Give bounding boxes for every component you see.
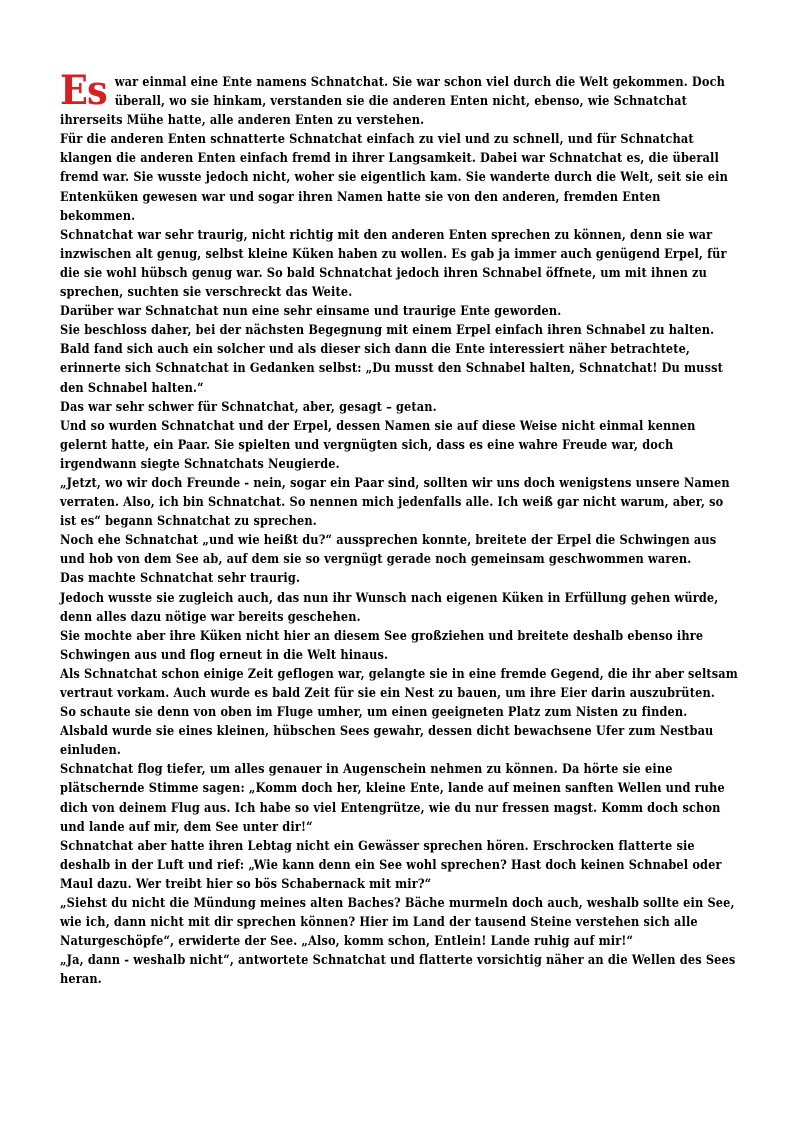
- paragraph-text: Bald fand sich auch ein solcher und als dieser sich dann die Ente interessiert näher betrachtete, erinnerte sich Schnatchat in Gedanken selbst: „Du musst den Schnabel halten, Schnatchat! Du musst den Schnabel halten.“: [60, 341, 724, 395]
- paragraph-10: [60, 530, 738, 568]
- paragraph-text: Sie mochte aber ihre Küken nicht hier an diesem See großziehen und breitete deshalb ebenso ihre Schwingen aus und flog erneut in die Welt hinaus.: [60, 627, 704, 662]
- paragraph-7: [60, 397, 738, 416]
- paragraph-18: [60, 893, 738, 950]
- paragraph-text: Schnatchat war sehr traurig, nicht richtig mit den anderen Enten sprechen zu können, denn sie war inzwischen alt genug, selbst kleine Küken haben zu wollen. Es gab ja immer auch genügend Erpel, für die sie wohl hübsch genug war. So bald Schnatchat jedoch ihren Schnabel öffnete, um mit ihnen zu sprechen, suchten sie verschreckt das Weite.: [60, 226, 727, 300]
- paragraph-11: [60, 568, 738, 587]
- paragraph-12: [60, 588, 738, 626]
- paragraph-16: [60, 759, 738, 835]
- paragraph-15: [60, 702, 738, 759]
- paragraph-text: „Siehst du nicht die Mündung meines alten Baches? Bäche murmeln doch auch, weshalb sollte ein See, wie ich, dann nicht mit dir sprechen können? Hier im Land der tausend Steine verstehen sich alle Naturgeschöpfe“, erwiderte der See. „Also, komm schon, Entlein! Lande ruhig auf mir!“: [60, 895, 735, 949]
- paragraph-14: [60, 664, 738, 702]
- paragraph-text: Darüber war Schnatchat nun eine sehr einsame und traurige Ente geworden.: [60, 303, 562, 319]
- paragraph-3: [60, 225, 738, 301]
- paragraph-text: Sie beschloss daher, bei der nächsten Begegnung mit einem Erpel einfach ihren Schnabel zu halten.: [60, 322, 715, 338]
- paragraph-2: [60, 129, 738, 224]
- paragraph-text: Als Schnatchat schon einige Zeit geflogen war, gelangte sie in eine fremde Gegend, die ihr aber seltsam vertraut vorkam. Auch wurde es bald Zeit für sie ein Nest zu bauen, um ihre Eier darin auszubrüten.: [60, 665, 738, 700]
- paragraph-17: [60, 836, 738, 893]
- drop-cap: Es: [60, 67, 107, 114]
- paragraph-text: Jedoch wusste sie zugleich auch, das nun ihr Wunsch nach eigenen Küken in Erfüllung gehen würde, denn alles dazu nötige war bereits geschehen.: [60, 589, 719, 624]
- paragraph-8: [60, 416, 738, 473]
- paragraph-text: Das war sehr schwer für Schnatchat, aber, gesagt – getan.: [60, 398, 437, 414]
- paragraph-text: Für die anderen Enten schnatterte Schnatchat einfach zu viel und zu schnell, und für Schnatchat klangen die anderen Enten einfach fremd in ihrer Langsamkeit. Dabei war Schnatchat es, die überall fremd war. Sie wusste jedoch nicht, woher sie eigentlich kam. Sie wanderte durch die Welt, seit sie ein Entenküken gewesen war und sogar ihren Namen hatte sie von den anderen, fremden Enten bekommen.: [60, 131, 728, 223]
- paragraph-6: [60, 339, 738, 396]
- paragraph-text: „Jetzt, wo wir doch Freunde - nein, sogar ein Paar sind, sollten wir uns doch wenigstens unsere Namen verraten. Also, ich bin Schnatchat. So nennen mich jedenfalls alle. Ich weiß gar nicht warum, aber, so ist es“ begann Schnatchat zu sprechen.: [60, 474, 730, 529]
- paragraph-9: [60, 473, 738, 530]
- paragraph-13: [60, 626, 738, 664]
- paragraph-text: Das machte Schnatchat sehr traurig.: [60, 570, 301, 586]
- paragraph-text: Schnatchat flog tiefer, um alles genauer in Augenschein nehmen zu können. Da hörte sie eine plätschernde Stimme sagen: „Komm doch her, kleine Ente, lande auf meinen sanften Wellen und ruhe dich von deinem Flug aus. Ich habe so viel Entengrütze, wie du nur fressen magst. Komm doch schon und lande auf mir, dem See unter dir!“: [60, 761, 725, 834]
- paragraph-4: [60, 301, 738, 320]
- paragraph-text: So schaute sie denn von oben im Fluge umher, um einen geeigneten Platz zum Nisten zu finden. Alsbald wurde sie eines kleinen, hübschen Sees gewahr, dessen dicht bewachsene Ufer zum Nestbau einluden.: [60, 704, 714, 758]
- paragraph-5: [60, 320, 738, 339]
- paragraph-opening: [60, 67, 738, 129]
- paragraph-19: [60, 950, 738, 988]
- story-text-body: [60, 67, 738, 989]
- paragraph-text: „Ja, dann - weshalb nicht“, antwortete Schnatchat und flatterte vorsichtig näher an die Wellen des Sees heran.: [60, 952, 736, 987]
- paragraph-text: Noch ehe Schnatchat „und wie heißt du?“ aussprechen konnte, breitete der Erpel die Schwingen aus und hob von dem See ab, auf dem sie so vergnügt gerade noch gemeinsam geschwommen waren.: [60, 532, 717, 567]
- paragraph-text: Und so wurden Schnatchat und der Erpel, dessen Namen sie auf diese Weise nicht einmal kennen gelernt hatte, ein Paar. Sie spielten und vergnügten sich, dass es eine wahre Freude war, doch irgendwann siegte Schnatchats Neugierde.: [60, 417, 696, 471]
- paragraph-text: Schnatchat aber hatte ihren Lebtag nicht ein Gewässer sprechen hören. Erschrocken flatterte sie deshalb in der Luft und rief: „Wie kann denn ein See wohl sprechen? Hast doch keinen Schnabel oder Maul dazu. Wer treibt hier so bös Schabernack mit mir?“: [60, 837, 722, 891]
- paragraph-text: war einmal eine Ente namens Schnatchat. Sie war schon viel durch die Welt gekommen. Doch überall, wo sie hinkam, verstanden sie die anderen Enten nicht, ebenso, wie Schnatchat ihrerseits Mühe hatte, alle anderen Enten zu verstehen.: [60, 74, 726, 128]
